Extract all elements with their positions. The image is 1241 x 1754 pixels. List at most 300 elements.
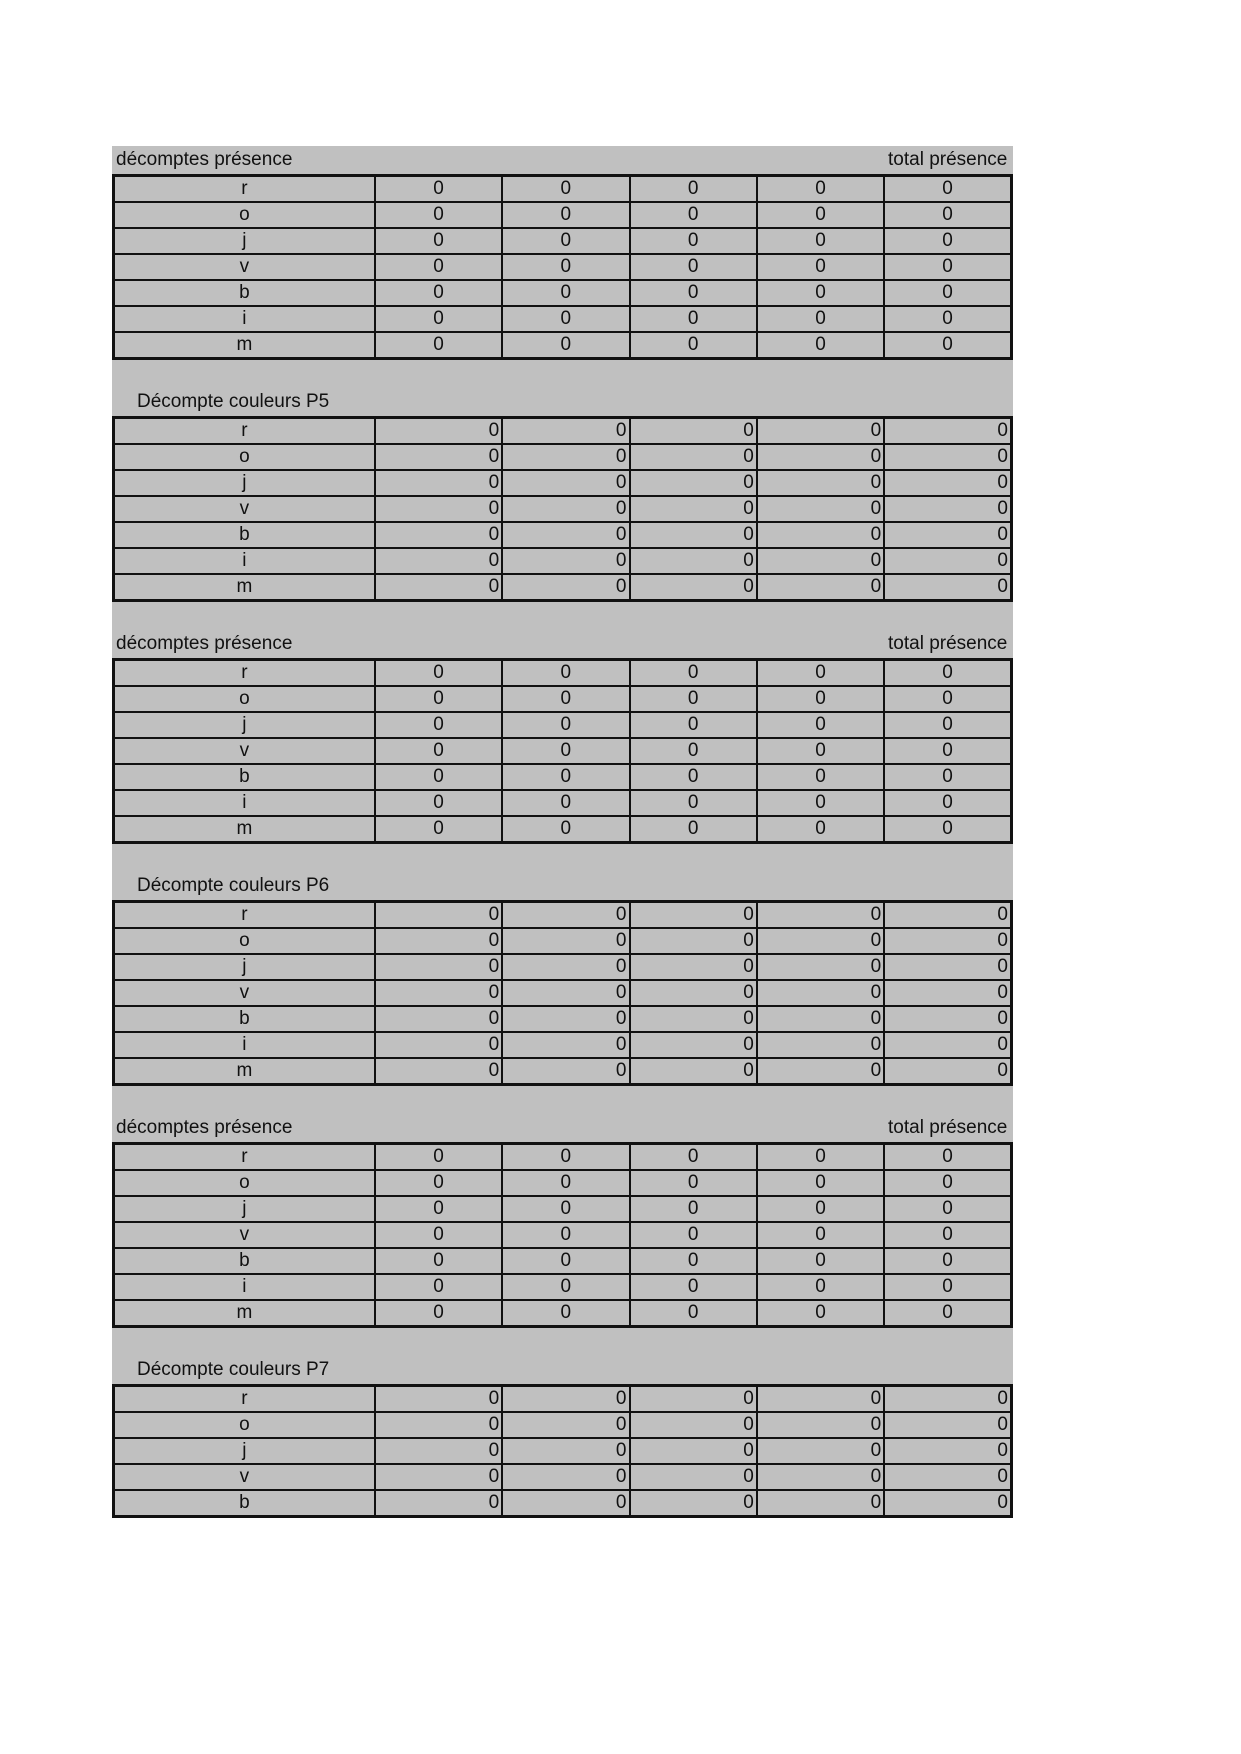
value-cell[interactable]: 0	[757, 444, 884, 470]
value-cell[interactable]: 0	[630, 470, 757, 496]
section-header	[112, 1114, 1013, 1142]
value-cell[interactable]: 0	[375, 686, 502, 712]
value-cell[interactable]: 0	[630, 1170, 757, 1196]
section-header	[112, 630, 1013, 658]
value-cell[interactable]: 0	[502, 1144, 629, 1171]
row-label-cell[interactable]: o	[114, 928, 375, 954]
value-cell[interactable]: 0	[502, 444, 629, 470]
value-cell[interactable]: 0	[375, 928, 502, 954]
count-table	[112, 416, 1013, 602]
value-cell[interactable]: 0	[630, 686, 757, 712]
value-cell[interactable]: 0	[884, 254, 1011, 280]
value-cell[interactable]: 0	[375, 1300, 502, 1327]
row-label-cell[interactable]: j	[114, 470, 375, 496]
table-row	[114, 202, 1012, 228]
value-cell[interactable]: 0	[630, 790, 757, 816]
table-row	[114, 1386, 1012, 1413]
row-label-cell[interactable]: m	[114, 816, 375, 843]
table-row	[114, 1006, 1012, 1032]
row-label-cell[interactable]: b	[114, 522, 375, 548]
value-cell[interactable]: 0	[375, 712, 502, 738]
table-row	[114, 522, 1012, 548]
value-cell[interactable]: 0	[375, 444, 502, 470]
value-cell[interactable]: 0	[757, 764, 884, 790]
value-cell[interactable]: 0	[884, 1274, 1011, 1300]
value-cell[interactable]: 0	[502, 764, 629, 790]
value-cell[interactable]: 0	[884, 1248, 1011, 1274]
value-cell[interactable]: 0	[630, 280, 757, 306]
value-cell[interactable]: 0	[375, 1196, 502, 1222]
row-label-cell[interactable]: m	[114, 332, 375, 359]
value-cell[interactable]: 0	[375, 332, 502, 359]
value-cell[interactable]: 0	[757, 418, 884, 445]
value-cell[interactable]: 0	[757, 1248, 884, 1274]
row-label-cell[interactable]: v	[114, 254, 375, 280]
value-cell[interactable]: 0	[630, 1222, 757, 1248]
value-cell[interactable]: 0	[375, 1170, 502, 1196]
count-table	[112, 1142, 1013, 1328]
value-cell[interactable]: 0	[502, 1248, 629, 1274]
value-cell[interactable]: 0	[630, 1438, 757, 1464]
value-cell[interactable]: 0	[757, 1386, 884, 1413]
value-cell[interactable]: 0	[884, 1490, 1011, 1517]
value-cell[interactable]: 0	[375, 470, 502, 496]
table-row	[114, 1170, 1012, 1196]
value-cell[interactable]: 0	[375, 1144, 502, 1171]
value-cell[interactable]: 0	[884, 712, 1011, 738]
value-cell[interactable]: 0	[502, 1222, 629, 1248]
value-cell[interactable]: 0	[757, 1490, 884, 1517]
value-cell[interactable]: 0	[375, 764, 502, 790]
value-cell[interactable]: 0	[757, 1222, 884, 1248]
value-cell[interactable]: 0	[884, 1464, 1011, 1490]
presence-count-section	[112, 1114, 1013, 1328]
value-cell[interactable]: 0	[375, 1490, 502, 1517]
row-label-cell[interactable]: m	[114, 1300, 375, 1327]
value-cell[interactable]: 0	[884, 1222, 1011, 1248]
value-cell[interactable]: 0	[630, 1412, 757, 1438]
table-row	[114, 496, 1012, 522]
value-cell[interactable]: 0	[502, 1464, 629, 1490]
value-cell[interactable]: 0	[884, 280, 1011, 306]
presence-count-section	[112, 146, 1013, 360]
value-cell[interactable]: 0	[502, 1274, 629, 1300]
value-cell[interactable]: 0	[375, 1006, 502, 1032]
value-cell[interactable]: 0	[884, 176, 1011, 203]
row-label-cell[interactable]: j	[114, 712, 375, 738]
value-cell[interactable]: 0	[375, 980, 502, 1006]
value-cell[interactable]: 0	[375, 418, 502, 445]
value-cell[interactable]: 0	[757, 1170, 884, 1196]
value-cell[interactable]: 0	[630, 738, 757, 764]
value-cell[interactable]: 0	[375, 1222, 502, 1248]
value-cell[interactable]: 0	[630, 764, 757, 790]
table-row	[114, 738, 1012, 764]
value-cell[interactable]: 0	[630, 1464, 757, 1490]
row-label-cell[interactable]: v	[114, 1222, 375, 1248]
blank-row	[112, 602, 1013, 630]
table-row	[114, 954, 1012, 980]
row-label-cell[interactable]: i	[114, 548, 375, 574]
value-cell[interactable]: 0	[630, 1386, 757, 1413]
value-cell[interactable]: 0	[375, 1058, 502, 1085]
section-header	[112, 146, 1013, 174]
table-row	[114, 418, 1012, 445]
value-cell[interactable]: 0	[757, 1006, 884, 1032]
value-cell[interactable]: 0	[375, 660, 502, 687]
row-label-cell[interactable]: i	[114, 790, 375, 816]
value-cell[interactable]: 0	[630, 548, 757, 574]
value-cell[interactable]: 0	[375, 816, 502, 843]
value-cell[interactable]: 0	[757, 1144, 884, 1171]
value-cell[interactable]: 0	[375, 496, 502, 522]
value-cell[interactable]: 0	[502, 254, 629, 280]
row-label-cell[interactable]: m	[114, 574, 375, 601]
table-row	[114, 574, 1012, 601]
value-cell[interactable]: 0	[630, 1006, 757, 1032]
value-cell[interactable]: 0	[502, 1300, 629, 1327]
value-cell[interactable]: 0	[757, 1438, 884, 1464]
value-cell[interactable]: 0	[630, 980, 757, 1006]
value-cell[interactable]: 0	[375, 548, 502, 574]
value-cell[interactable]: 0	[630, 1058, 757, 1085]
value-cell[interactable]: 0	[502, 1032, 629, 1058]
value-cell[interactable]: 0	[502, 980, 629, 1006]
section-header	[112, 388, 1013, 416]
value-cell[interactable]: 0	[502, 228, 629, 254]
value-cell[interactable]: 0	[884, 686, 1011, 712]
blank-row	[112, 844, 1013, 872]
value-cell[interactable]: 0	[502, 738, 629, 764]
value-cell[interactable]: 0	[884, 980, 1011, 1006]
value-cell[interactable]: 0	[375, 1248, 502, 1274]
row-label-cell[interactable]: b	[114, 280, 375, 306]
value-cell[interactable]: 0	[884, 418, 1011, 445]
value-cell[interactable]: 0	[502, 574, 629, 601]
section-title: décomptes présence	[116, 1117, 293, 1138]
section-title: décomptes présence	[116, 633, 293, 654]
value-cell[interactable]: 0	[502, 496, 629, 522]
value-cell[interactable]: 0	[630, 176, 757, 203]
row-label-cell[interactable]: o	[114, 1412, 375, 1438]
value-cell[interactable]: 0	[757, 712, 884, 738]
value-cell[interactable]: 0	[375, 176, 502, 203]
value-cell[interactable]: 0	[884, 764, 1011, 790]
row-label-cell[interactable]: r	[114, 902, 375, 929]
value-cell[interactable]: 0	[884, 332, 1011, 359]
value-cell[interactable]: 0	[375, 202, 502, 228]
value-cell[interactable]: 0	[757, 202, 884, 228]
blank-row	[112, 360, 1013, 388]
row-label-cell[interactable]: o	[114, 686, 375, 712]
value-cell[interactable]: 0	[502, 712, 629, 738]
row-label-cell[interactable]: i	[114, 1274, 375, 1300]
value-cell[interactable]: 0	[375, 280, 502, 306]
value-cell[interactable]: 0	[884, 1300, 1011, 1327]
value-cell[interactable]: 0	[502, 686, 629, 712]
row-label-cell[interactable]: b	[114, 1490, 375, 1517]
value-cell[interactable]: 0	[884, 470, 1011, 496]
value-cell[interactable]: 0	[884, 228, 1011, 254]
row-label-cell[interactable]: i	[114, 306, 375, 332]
value-cell[interactable]: 0	[884, 902, 1011, 929]
value-cell[interactable]: 0	[630, 202, 757, 228]
value-cell[interactable]: 0	[884, 1170, 1011, 1196]
value-cell[interactable]: 0	[757, 980, 884, 1006]
row-label-cell[interactable]: j	[114, 1438, 375, 1464]
value-cell[interactable]: 0	[884, 738, 1011, 764]
row-label-cell[interactable]: j	[114, 228, 375, 254]
value-cell[interactable]: 0	[884, 954, 1011, 980]
table-row	[114, 980, 1012, 1006]
table-row	[114, 1144, 1012, 1171]
value-cell[interactable]: 0	[375, 254, 502, 280]
value-cell[interactable]: 0	[757, 1274, 884, 1300]
value-cell[interactable]: 0	[630, 712, 757, 738]
value-cell[interactable]: 0	[884, 1032, 1011, 1058]
table-row	[114, 1248, 1012, 1274]
value-cell[interactable]: 0	[630, 928, 757, 954]
value-cell[interactable]: 0	[757, 496, 884, 522]
value-cell[interactable]: 0	[502, 522, 629, 548]
value-cell[interactable]: 0	[757, 1464, 884, 1490]
value-cell[interactable]: 0	[757, 522, 884, 548]
table-row	[114, 1032, 1012, 1058]
value-cell[interactable]: 0	[502, 202, 629, 228]
value-cell[interactable]: 0	[884, 1006, 1011, 1032]
total-column-header: total présence	[888, 1117, 1008, 1138]
value-cell[interactable]: 0	[884, 496, 1011, 522]
value-cell[interactable]: 0	[502, 1438, 629, 1464]
row-label-cell[interactable]: j	[114, 1196, 375, 1222]
value-cell[interactable]: 0	[757, 1196, 884, 1222]
value-cell[interactable]: 0	[502, 1196, 629, 1222]
value-cell[interactable]: 0	[884, 1196, 1011, 1222]
value-cell[interactable]: 0	[884, 1058, 1011, 1085]
value-cell[interactable]: 0	[630, 1300, 757, 1327]
value-cell[interactable]: 0	[502, 954, 629, 980]
value-cell[interactable]: 0	[757, 738, 884, 764]
row-label-cell[interactable]: r	[114, 176, 375, 203]
value-cell[interactable]: 0	[757, 928, 884, 954]
row-label-cell[interactable]: r	[114, 1386, 375, 1413]
blank-row	[112, 1086, 1013, 1114]
value-cell[interactable]: 0	[375, 1412, 502, 1438]
table-row	[114, 660, 1012, 687]
value-cell[interactable]: 0	[757, 1032, 884, 1058]
value-cell[interactable]: 0	[757, 254, 884, 280]
row-label-cell[interactable]: o	[114, 1170, 375, 1196]
value-cell[interactable]: 0	[502, 1412, 629, 1438]
value-cell[interactable]: 0	[375, 1274, 502, 1300]
value-cell[interactable]: 0	[502, 1490, 629, 1517]
table-row	[114, 1058, 1012, 1085]
section-title: décomptes présence	[116, 149, 293, 170]
table-row	[114, 470, 1012, 496]
value-cell[interactable]: 0	[502, 902, 629, 929]
row-label-cell[interactable]: v	[114, 980, 375, 1006]
value-cell[interactable]: 0	[884, 444, 1011, 470]
spreadsheet-printout	[112, 146, 1013, 1518]
value-cell[interactable]: 0	[757, 1412, 884, 1438]
table-row	[114, 764, 1012, 790]
row-label-cell[interactable]: b	[114, 1248, 375, 1274]
value-cell[interactable]: 0	[630, 306, 757, 332]
value-cell[interactable]: 0	[884, 816, 1011, 843]
row-label-cell[interactable]: r	[114, 660, 375, 687]
value-cell[interactable]: 0	[630, 522, 757, 548]
value-cell[interactable]: 0	[884, 1412, 1011, 1438]
value-cell[interactable]: 0	[502, 176, 629, 203]
value-cell[interactable]: 0	[375, 1438, 502, 1464]
row-label-cell[interactable]: v	[114, 738, 375, 764]
table-row	[114, 902, 1012, 929]
value-cell[interactable]: 0	[884, 1438, 1011, 1464]
value-cell[interactable]: 0	[757, 902, 884, 929]
value-cell[interactable]: 0	[630, 660, 757, 687]
value-cell[interactable]: 0	[375, 306, 502, 332]
row-label-cell[interactable]: v	[114, 1464, 375, 1490]
value-cell[interactable]: 0	[502, 1058, 629, 1085]
table-row	[114, 1490, 1012, 1517]
value-cell[interactable]: 0	[502, 1170, 629, 1196]
row-label-cell[interactable]: j	[114, 954, 375, 980]
table-row	[114, 444, 1012, 470]
table-row	[114, 686, 1012, 712]
section-title: Décompte couleurs P7	[137, 1359, 330, 1380]
value-cell[interactable]: 0	[757, 228, 884, 254]
value-cell[interactable]: 0	[884, 202, 1011, 228]
row-label-cell[interactable]: m	[114, 1058, 375, 1085]
value-cell[interactable]: 0	[375, 790, 502, 816]
value-cell[interactable]: 0	[757, 574, 884, 601]
value-cell[interactable]: 0	[630, 444, 757, 470]
value-cell[interactable]: 0	[757, 1300, 884, 1327]
total-column-header: total présence	[888, 633, 1008, 654]
value-cell[interactable]: 0	[375, 1464, 502, 1490]
value-cell[interactable]: 0	[884, 548, 1011, 574]
value-cell[interactable]: 0	[884, 1144, 1011, 1171]
value-cell[interactable]: 0	[757, 280, 884, 306]
value-cell[interactable]: 0	[630, 1196, 757, 1222]
table-row	[114, 1274, 1012, 1300]
row-label-cell[interactable]: i	[114, 1032, 375, 1058]
value-cell[interactable]: 0	[502, 548, 629, 574]
value-cell[interactable]: 0	[757, 954, 884, 980]
row-label-cell[interactable]: o	[114, 202, 375, 228]
section-title: Décompte couleurs P6	[137, 875, 330, 896]
table-row	[114, 548, 1012, 574]
value-cell[interactable]: 0	[757, 332, 884, 359]
color-count-section	[112, 360, 1013, 630]
section-header	[112, 1356, 1013, 1384]
value-cell[interactable]: 0	[884, 574, 1011, 601]
value-cell[interactable]: 0	[502, 928, 629, 954]
table-row	[114, 1412, 1012, 1438]
value-cell[interactable]: 0	[884, 522, 1011, 548]
value-cell[interactable]: 0	[375, 738, 502, 764]
value-cell[interactable]: 0	[630, 1248, 757, 1274]
value-cell[interactable]: 0	[757, 470, 884, 496]
value-cell[interactable]: 0	[630, 902, 757, 929]
value-cell[interactable]: 0	[630, 1032, 757, 1058]
value-cell[interactable]: 0	[502, 280, 629, 306]
value-cell[interactable]: 0	[375, 1386, 502, 1413]
value-cell[interactable]: 0	[757, 176, 884, 203]
value-cell[interactable]: 0	[757, 1058, 884, 1085]
row-label-cell[interactable]: b	[114, 764, 375, 790]
value-cell[interactable]: 0	[502, 470, 629, 496]
value-cell[interactable]: 0	[630, 332, 757, 359]
value-cell[interactable]: 0	[502, 790, 629, 816]
value-cell[interactable]: 0	[375, 902, 502, 929]
value-cell[interactable]: 0	[502, 418, 629, 445]
value-cell[interactable]: 0	[502, 660, 629, 687]
value-cell[interactable]: 0	[502, 1006, 629, 1032]
value-cell[interactable]: 0	[757, 686, 884, 712]
table-row	[114, 1464, 1012, 1490]
value-cell[interactable]: 0	[375, 954, 502, 980]
value-cell[interactable]: 0	[757, 660, 884, 687]
total-column-header: total présence	[888, 149, 1008, 170]
value-cell[interactable]: 0	[884, 928, 1011, 954]
row-label-cell[interactable]: o	[114, 444, 375, 470]
section-header	[112, 872, 1013, 900]
value-cell[interactable]: 0	[375, 574, 502, 601]
value-cell[interactable]: 0	[502, 816, 629, 843]
value-cell[interactable]: 0	[502, 1386, 629, 1413]
value-cell[interactable]: 0	[757, 306, 884, 332]
value-cell[interactable]: 0	[884, 790, 1011, 816]
table-row	[114, 928, 1012, 954]
value-cell[interactable]: 0	[757, 790, 884, 816]
table-row	[114, 306, 1012, 332]
value-cell[interactable]: 0	[375, 1032, 502, 1058]
value-cell[interactable]: 0	[630, 418, 757, 445]
table-row	[114, 1300, 1012, 1327]
value-cell[interactable]: 0	[630, 496, 757, 522]
value-cell[interactable]: 0	[630, 1490, 757, 1517]
table-row	[114, 254, 1012, 280]
value-cell[interactable]: 0	[630, 954, 757, 980]
value-cell[interactable]: 0	[630, 1144, 757, 1171]
value-cell[interactable]: 0	[375, 522, 502, 548]
table-row	[114, 280, 1012, 306]
table-row	[114, 176, 1012, 203]
value-cell[interactable]: 0	[757, 816, 884, 843]
value-cell[interactable]: 0	[884, 306, 1011, 332]
value-cell[interactable]: 0	[757, 548, 884, 574]
value-cell[interactable]: 0	[630, 1274, 757, 1300]
value-cell[interactable]: 0	[630, 574, 757, 601]
value-cell[interactable]: 0	[502, 332, 629, 359]
value-cell[interactable]: 0	[884, 1386, 1011, 1413]
value-cell[interactable]: 0	[884, 660, 1011, 687]
value-cell[interactable]: 0	[375, 228, 502, 254]
count-table	[112, 174, 1013, 360]
row-label-cell[interactable]: b	[114, 1006, 375, 1032]
value-cell[interactable]: 0	[630, 228, 757, 254]
row-label-cell[interactable]: r	[114, 1144, 375, 1171]
row-label-cell[interactable]: r	[114, 418, 375, 445]
value-cell[interactable]: 0	[630, 254, 757, 280]
row-label-cell[interactable]: v	[114, 496, 375, 522]
value-cell[interactable]: 0	[502, 306, 629, 332]
table-row	[114, 1222, 1012, 1248]
count-table	[112, 1384, 1013, 1518]
table-row	[114, 228, 1012, 254]
value-cell[interactable]: 0	[630, 816, 757, 843]
